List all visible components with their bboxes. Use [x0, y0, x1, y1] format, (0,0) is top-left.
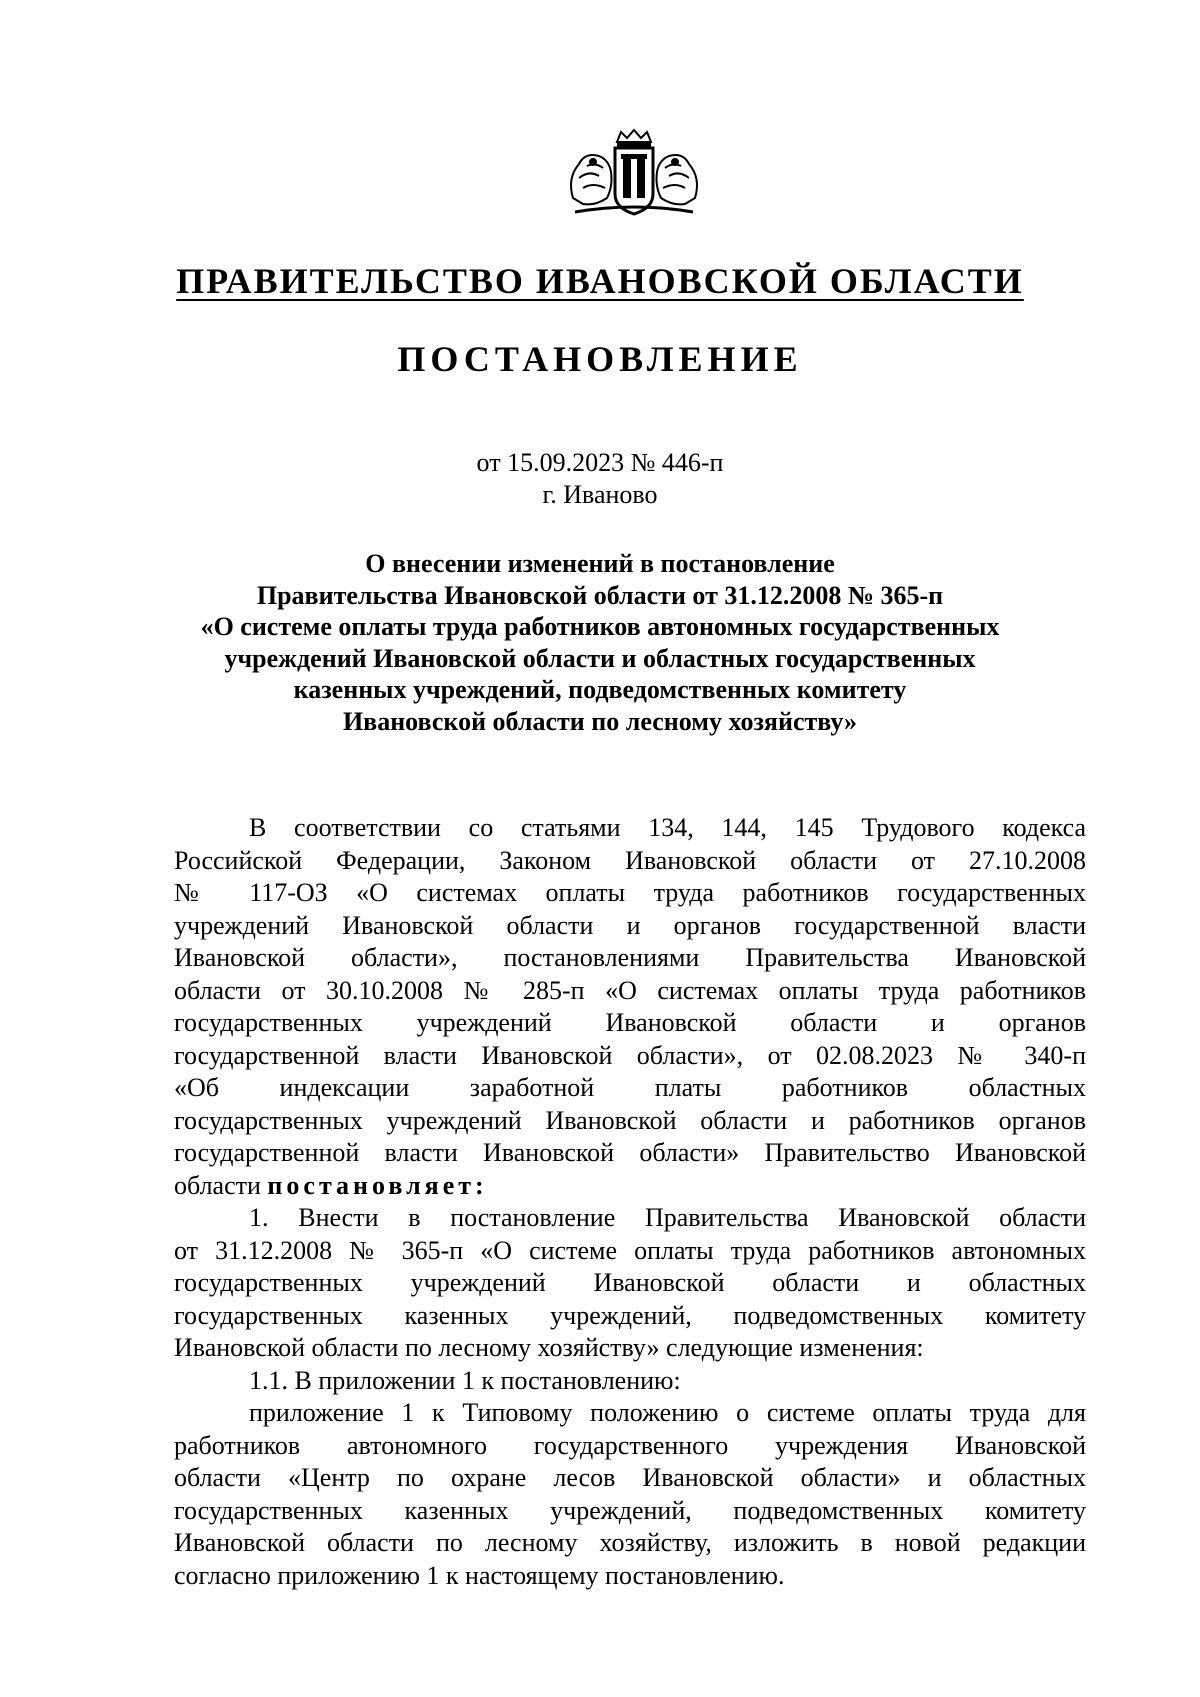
- body-line: государственных учреждений Ивановской области и органов: [174, 1008, 1086, 1037]
- heading-line: «О системе оплаты труда работников автономных государственных: [200, 612, 1000, 641]
- body-line: области от 30.10.2008 № 285-п «О системах оплаты труда работников: [174, 975, 1086, 1005]
- decree-prefix: области: [174, 1170, 268, 1200]
- annex-line: приложение 1 к Типовому положению о системе оплаты труда для: [249, 1398, 1086, 1427]
- heading-line: Ивановской области по лесному хозяйству»: [342, 706, 858, 736]
- document-heading: [150, 548, 1050, 737]
- body-line: государственной власти Ивановской области» Правительство Ивановской: [174, 1138, 1086, 1167]
- body-line: Российской Федерации, Законом Ивановской области от 27.10.2008: [174, 845, 1086, 875]
- heading-line: учреждений Ивановской области и областных государственных: [224, 643, 976, 673]
- document-city: г. Иваново: [542, 480, 658, 509]
- heading-line: Правительства Ивановской области от 31.12.2008 № 365-п: [256, 580, 944, 610]
- annex-line: Ивановской области по лесному хозяйству, изложить в новой редакции: [174, 1528, 1086, 1557]
- annex-line: работников автономного государственного учреждения Ивановской: [174, 1430, 1086, 1460]
- body-line: «Об индексации заработной платы работников областных: [174, 1073, 1086, 1102]
- body-line: учреждений Ивановской области и органов государственной власти: [174, 910, 1086, 940]
- item-1-line: от 31.12.2008 № 365-п «О системе оплаты труда работников автономных: [174, 1235, 1086, 1265]
- body-line: № 117-ОЗ «О системах оплаты труда работников государственных: [174, 878, 1086, 907]
- item-1-line: 1. Внести в постановление Правительства Ивановской области: [249, 1203, 1086, 1232]
- heading-line: казенных учреждений, подведомственных комитету: [293, 675, 907, 704]
- annex-line: государственных казенных учреждений, подведомственных комитету: [174, 1495, 1086, 1525]
- document-type: ПОСТАНОВЛЕНИЕ: [397, 339, 803, 379]
- heading-line: О внесении изменений в постановление: [365, 549, 835, 578]
- ivanovo-coat-of-arms-icon: [565, 128, 703, 218]
- item-1-line: Ивановской области по лесному хозяйству» следующие изменения:: [174, 1333, 924, 1362]
- annex-line: согласно приложению 1 к настоящему постановлению.: [174, 1560, 785, 1590]
- document-body: [174, 812, 1086, 1592]
- document-date-number: от 15.09.2023 № 446-п: [476, 448, 724, 477]
- body-line: государственной власти Ивановской области», от 02.08.2023 № 340-п: [174, 1040, 1086, 1070]
- item-1-1: 1.1. В приложении 1 к постановлению:: [249, 1365, 681, 1395]
- decree-word: постановляет:: [267, 1170, 488, 1200]
- body-line: Ивановской области», постановлениями Правительства Ивановской: [174, 943, 1086, 972]
- item-1-line: государственных учреждений Ивановской области и областных: [174, 1268, 1086, 1297]
- decree-line: [174, 1170, 1086, 1203]
- body-line: государственных учреждений Ивановской области и работников органов: [174, 1105, 1086, 1135]
- organization-title: ПРАВИТЕЛЬСТВО ИВАНОВСКОЙ ОБЛАСТИ: [176, 261, 1024, 301]
- annex-line: области «Центр по охране лесов Ивановской области» и областных: [174, 1463, 1086, 1492]
- item-1-line: государственных казенных учреждений, подведомственных комитету: [174, 1300, 1086, 1330]
- body-line: В соответствии со статьями 134, 144, 145 Трудового кодекса: [249, 813, 1086, 842]
